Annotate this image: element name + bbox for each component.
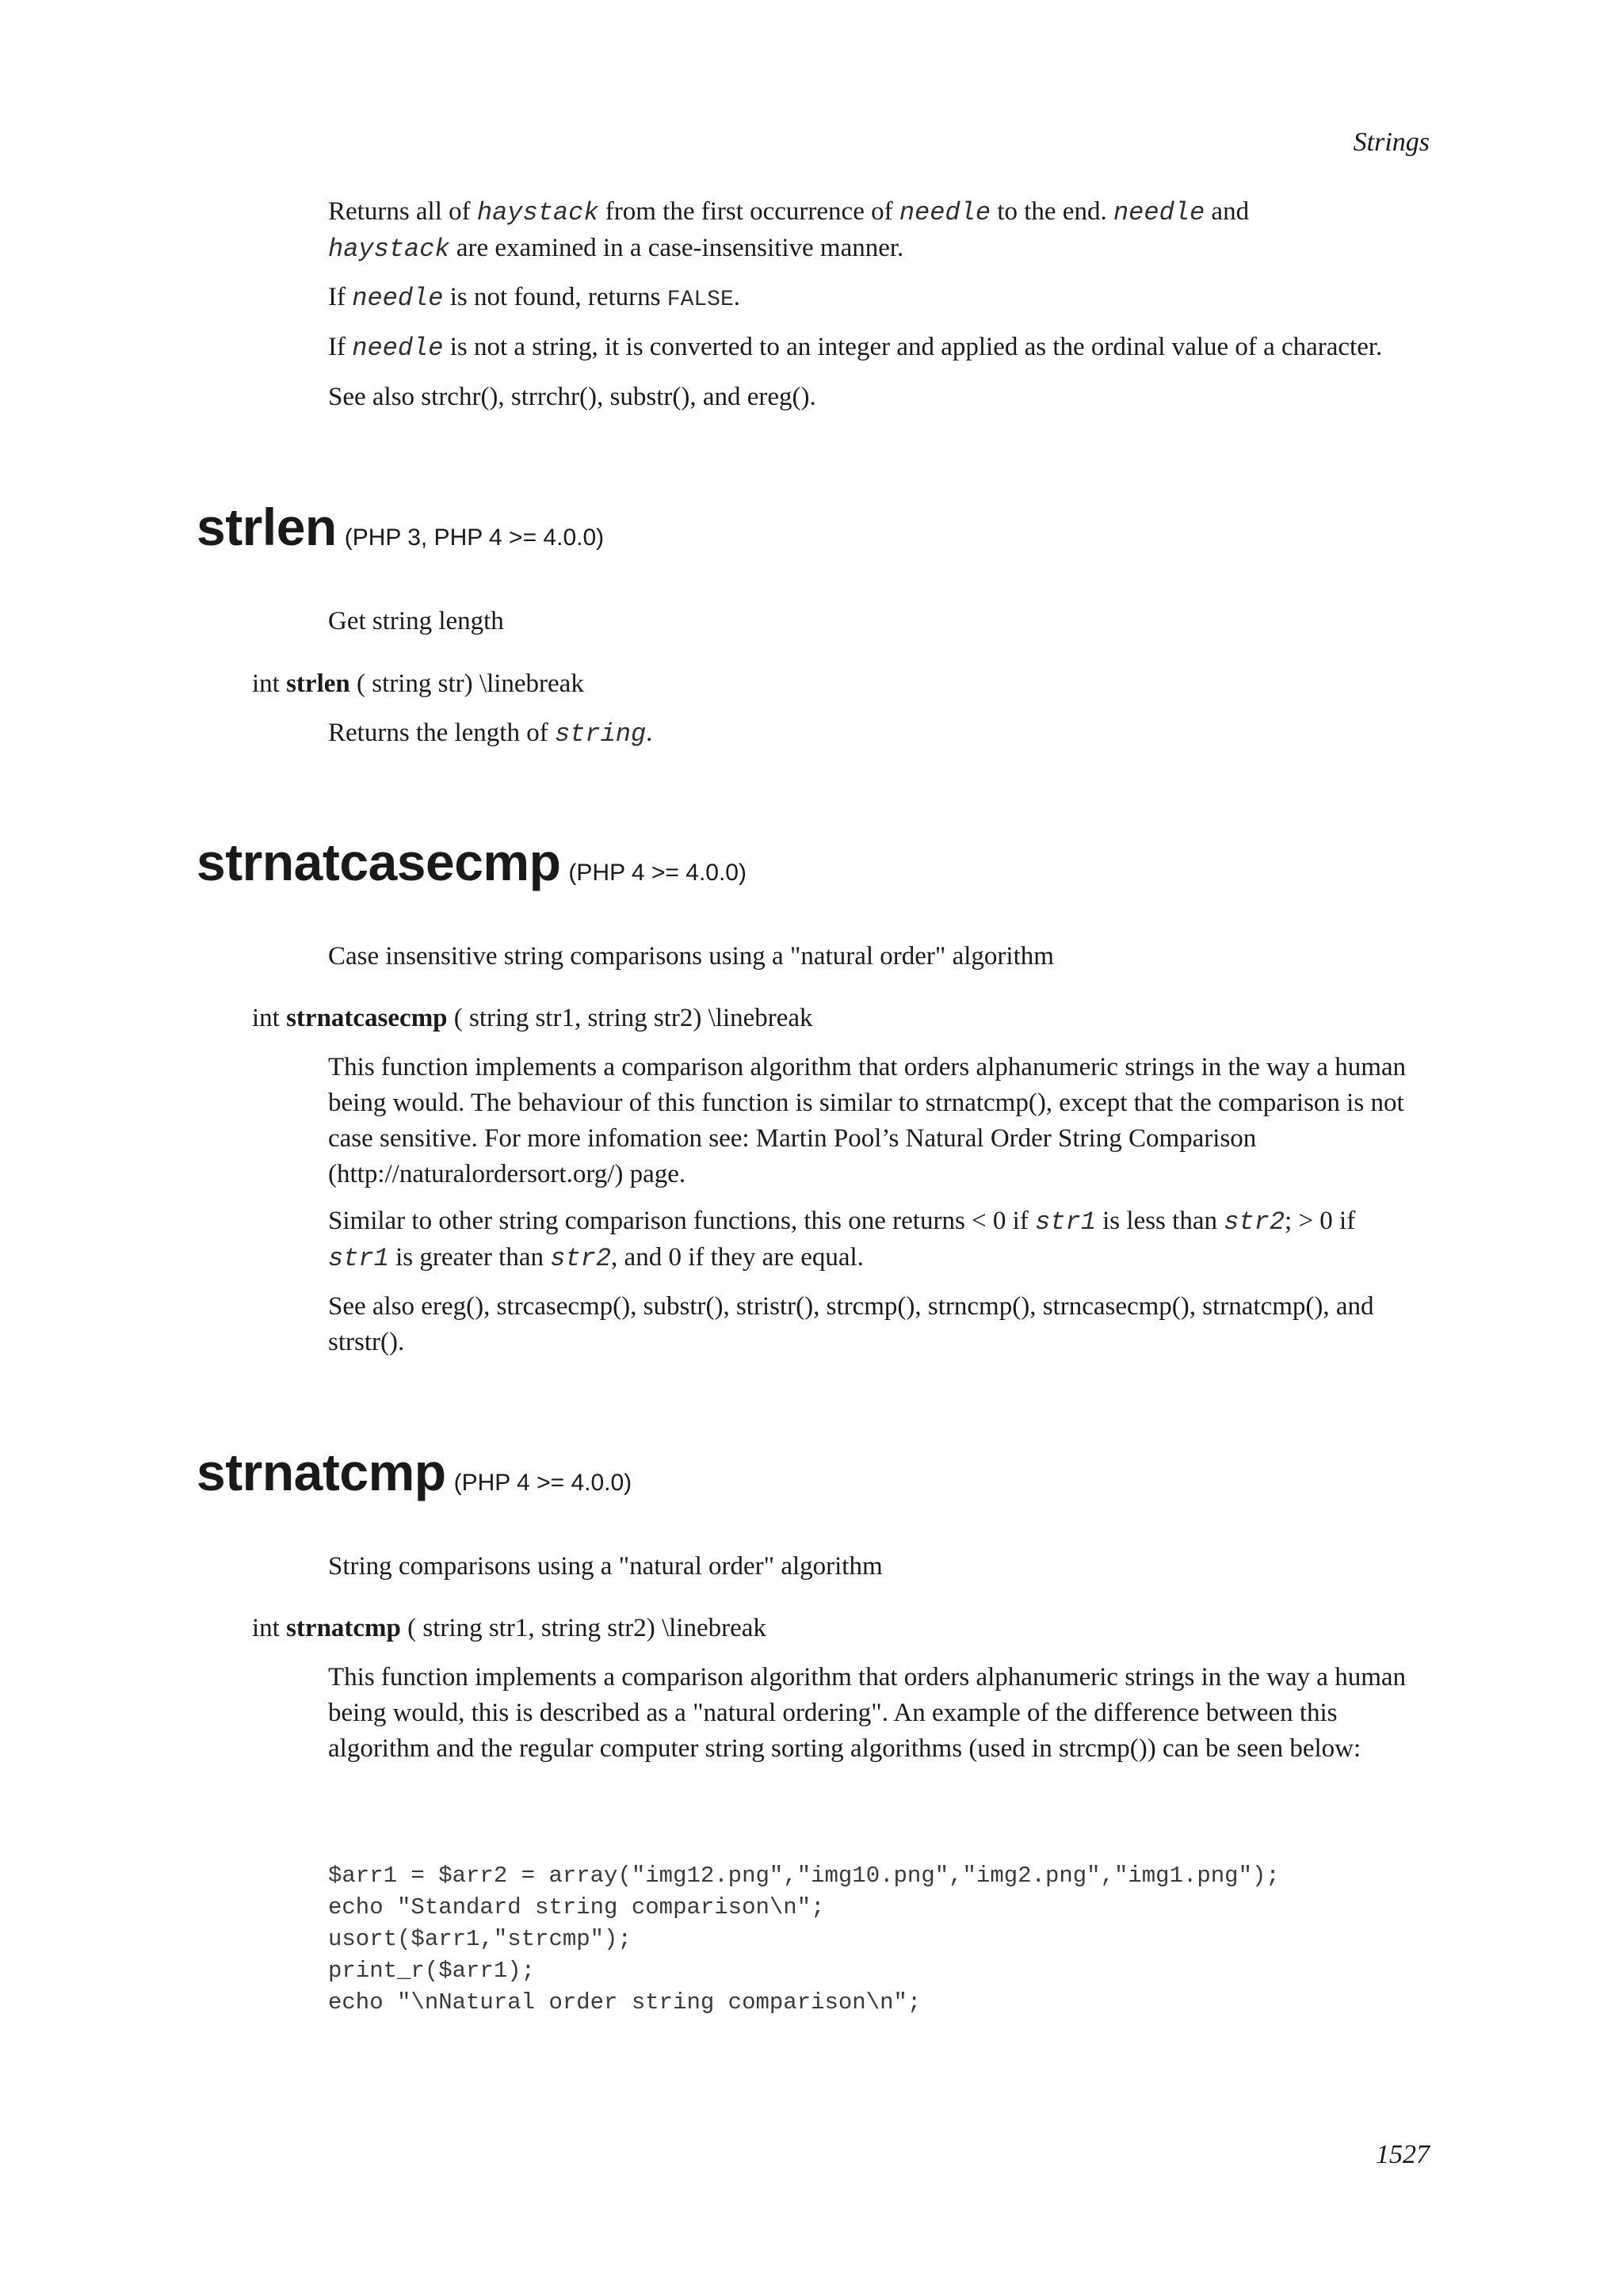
function-name: strnatcasecmp: [197, 833, 561, 891]
param-str1: str1: [328, 1244, 389, 1273]
stristr-conversion-paragraph: [328, 330, 1453, 366]
text: Returns the length of: [328, 719, 555, 747]
function-purpose: String comparisons using a "natural order" algorithm: [328, 1552, 883, 1581]
synopsis-params: ( string str1, string str2) \linebreak: [400, 1614, 766, 1642]
function-version: (PHP 4 >= 4.0.0): [568, 860, 747, 886]
code-line: echo "Standard string comparison\n";: [328, 1894, 825, 1920]
text: ; > 0 if: [1285, 1207, 1356, 1235]
function-version: (PHP 3, PHP 4 >= 4.0.0): [344, 524, 605, 551]
param-str2: str2: [1224, 1207, 1285, 1237]
function-synopsis: [252, 1611, 766, 1646]
return-type: int: [252, 1004, 287, 1032]
param-needle: needle: [1113, 198, 1205, 227]
param-needle: needle: [899, 198, 991, 227]
param-str2: str2: [550, 1244, 612, 1273]
page-number: 1527: [1376, 2140, 1430, 2169]
text: are examined in a case-insensitive manner.: [449, 234, 904, 262]
function-heading-strnatcasecmp: [197, 832, 747, 892]
code-line: print_r($arr1);: [328, 1958, 536, 1984]
function-name: strlen: [197, 498, 337, 556]
return-type: int: [252, 1614, 287, 1642]
code-line: echo "\nNatural order string comparison\n";: [328, 1989, 922, 2016]
text: to the end.: [991, 197, 1113, 226]
synopsis-function-name: strnatcasecmp: [286, 1004, 448, 1032]
text: If: [328, 333, 353, 361]
function-description: This function implements a comparison algorithm that orders alphanumeric strings in the way a human being would, this is described as a "natural ordering". An example of the difference between this algorithm and the regular computer string sorting algorithms (used in strcmp()) can be seen below:: [328, 1663, 1407, 1763]
stristr-not-found-paragraph: [328, 280, 1438, 318]
synopsis-params: ( string str1, string str2) \linebreak: [447, 1004, 813, 1032]
function-version: (PHP 4 >= 4.0.0): [453, 1470, 632, 1496]
text: Returns all of: [328, 197, 477, 226]
function-synopsis: [252, 666, 584, 702]
return-values-paragraph: [328, 1203, 1434, 1276]
param-haystack: haystack: [328, 235, 450, 264]
param-haystack: haystack: [476, 198, 599, 227]
constant-false: FALSE: [666, 288, 734, 312]
text: is less than: [1095, 1207, 1224, 1235]
running-title: Strings: [1353, 128, 1430, 157]
function-heading-strnatcmp: [197, 1442, 632, 1502]
text: If: [328, 283, 353, 311]
function-description: [328, 715, 1438, 752]
text: Similar to other string comparison functions, this one returns < 0 if: [328, 1207, 1036, 1235]
function-name: strnatcmp: [197, 1443, 446, 1501]
function-purpose: Get string length: [328, 607, 504, 635]
see-also-paragraph: See also ereg(), strcasecmp(), substr(), stristr(), strcmp(), strncmp(), strncasecmp(), strnatcmp(), and strstr().: [328, 1292, 1374, 1356]
code-line: usort($arr1,"strcmp");: [328, 1926, 632, 1952]
function-purpose: Case insensitive string comparisons using a "natural order" algorithm: [328, 942, 1054, 971]
text: .: [733, 283, 741, 311]
function-description: This function implements a comparison algorithm that orders alphanumeric strings in the way a human being would. The behaviour of this function is similar to strnatcmp(), except that the comparison is not case sensitive. For more infomation see: Martin Pool’s Natural Order String Comparison (http://naturalordersort.org/) page.: [328, 1053, 1407, 1188]
param-str1: str1: [1035, 1207, 1096, 1237]
synopsis-function-name: strnatcmp: [286, 1614, 401, 1642]
code-line: $arr1 = $arr2 = array("img12.png","img10.png","img2.png","img1.png");: [328, 1863, 1280, 1889]
function-synopsis: [252, 1001, 813, 1036]
text: .: [646, 719, 653, 747]
code-example: [328, 1860, 1280, 2019]
synopsis-function-name: strlen: [286, 669, 350, 698]
text: is greater than: [388, 1243, 551, 1272]
param-needle: needle: [352, 284, 444, 313]
stristr-return-paragraph: [328, 194, 1438, 267]
text: is not found, returns: [443, 283, 667, 311]
text: is not a string, it is converted to an integer and applied as the ordinal value of a character.: [443, 333, 1383, 361]
return-type: int: [252, 669, 287, 698]
synopsis-params: ( string str) \linebreak: [349, 669, 584, 698]
param-string: string: [554, 719, 647, 749]
text: from the first occurrence of: [598, 197, 899, 226]
stristr-see-also: See also strchr(), strrchr(), substr(), and ereg().: [328, 383, 816, 411]
param-needle: needle: [352, 334, 444, 363]
text: and: [1205, 197, 1250, 226]
function-heading-strlen: [197, 497, 604, 557]
text: , and 0 if they are equal.: [611, 1243, 864, 1272]
